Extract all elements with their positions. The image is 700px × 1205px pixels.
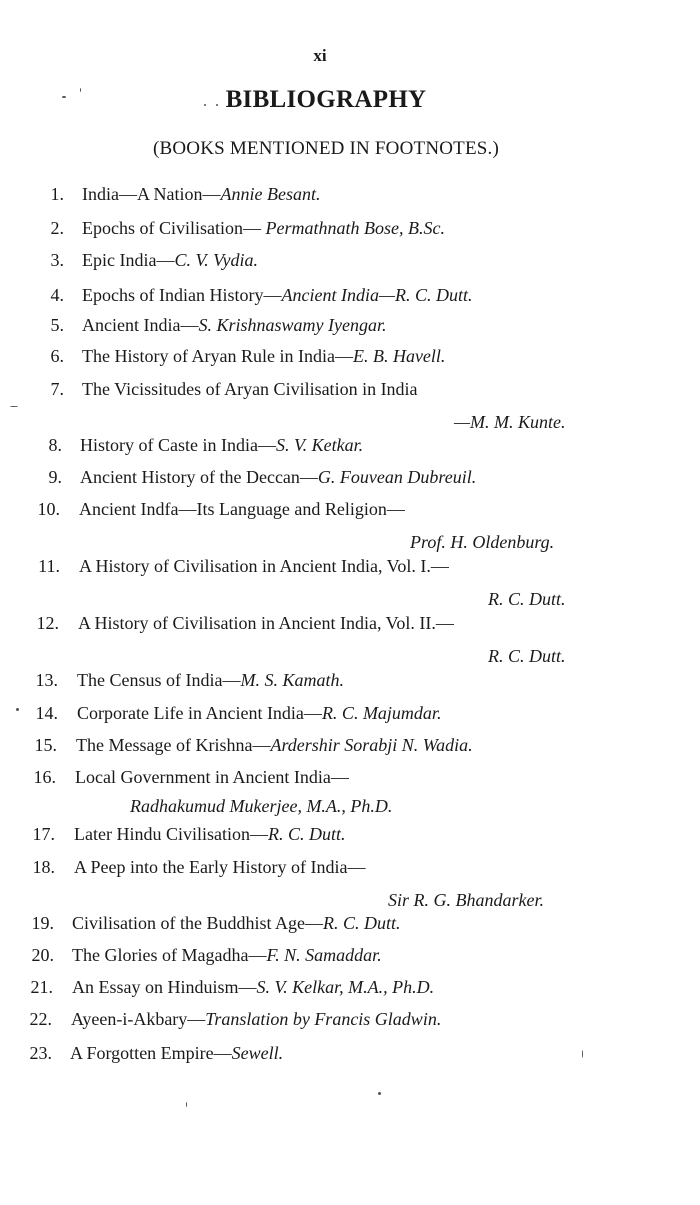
- entry-author: Ancient India—R. C. Dutt.: [281, 285, 473, 305]
- entry-number: 22.: [29, 1009, 52, 1029]
- entry-author: Permathnath Bose, B.Sc.: [265, 218, 445, 238]
- entry-title: Epic India—: [82, 250, 175, 270]
- entry-number: 9.: [48, 467, 62, 487]
- entry-number: 10.: [37, 499, 60, 519]
- entry-author: Annie Besant.: [220, 184, 321, 204]
- entry-number: 21.: [30, 977, 53, 997]
- entry-author: R. C. Dutt.: [488, 646, 566, 666]
- entry-author: S. V. Kelkar, M.A., Ph.D.: [256, 977, 435, 997]
- entry-number: 3.: [50, 250, 64, 270]
- entry-number: 5.: [50, 315, 64, 335]
- print-speck: [186, 1102, 187, 1107]
- entry-number: 1.: [50, 184, 64, 204]
- entry-number: 17.: [32, 824, 55, 844]
- entry-title: Ancient India—: [82, 315, 199, 335]
- entry-author: E. B. Havell.: [352, 346, 446, 366]
- page-number: xi: [313, 46, 327, 65]
- print-speck: [216, 104, 218, 106]
- entry-number: 2.: [50, 218, 64, 238]
- print-speck: [204, 104, 206, 106]
- entry-author: Translation by Francis Gladwin.: [205, 1009, 442, 1029]
- entry-title: Epochs of Indian History—: [82, 285, 282, 305]
- entry-number: 11.: [38, 556, 60, 576]
- entry-author: R. C. Majumdar.: [321, 703, 442, 723]
- entry-title: Ancient History of the Deccan—: [80, 467, 318, 487]
- entry-author: Radhakumud Mukerjee, M.A., Ph.D.: [130, 796, 393, 816]
- entry-author: R. C. Dutt.: [323, 913, 401, 933]
- entry-number: 4.: [50, 285, 64, 305]
- print-speck: [62, 96, 66, 98]
- entry-title: Civilisation of the Buddhist Age—: [72, 913, 323, 933]
- entry-title: History of Caste in India—: [80, 435, 276, 455]
- print-speck: [582, 1050, 583, 1058]
- page-subtitle: (BOOKS MENTIONED IN FOOTNOTES.): [152, 138, 500, 159]
- entry-title: Corporate Life in Ancient India—: [77, 703, 322, 723]
- entry-title: Local Government in Ancient India—: [75, 767, 349, 787]
- entry-title: Later Hindu Civilisation—: [74, 824, 268, 844]
- entry-author: R. C. Dutt.: [267, 824, 346, 844]
- print-speck: [16, 708, 19, 711]
- entry-title: The History of Aryan Rule in India—: [82, 346, 353, 366]
- entry-number: 12.: [36, 613, 59, 633]
- entry-number: 8.: [48, 435, 62, 455]
- entry-title: Ancient Indfa—Its Language and Religion—: [79, 499, 405, 519]
- entry-number: 16.: [33, 767, 56, 787]
- entry-author: S. Krishnaswamy Iyengar.: [198, 315, 387, 335]
- entry-author: —M. M. Kunte.: [454, 412, 566, 432]
- entry-author: Ardershir Sorabji N. Wadia.: [270, 735, 473, 755]
- page-title: BIBLIOGRAPHY: [225, 86, 427, 113]
- entry-number: 7.: [50, 379, 64, 399]
- entry-author: F. N. Samaddar.: [266, 945, 382, 965]
- entry-author: Sir R. G. Bhandarker.: [388, 890, 544, 910]
- print-speck: [10, 406, 18, 407]
- entry-number: 13.: [35, 670, 58, 690]
- entry-title: The Glories of Magadha—: [72, 945, 267, 965]
- entry-number: 6.: [50, 346, 64, 366]
- entry-author: R. C. Dutt.: [488, 589, 566, 609]
- entry-author: Sewell.: [231, 1043, 284, 1063]
- entry-title: A Peep into the Early History of India—: [74, 857, 366, 877]
- entry-title: The Message of Krishna—: [76, 735, 271, 755]
- entry-number: 15.: [34, 735, 57, 755]
- entry-title: The Vicissitudes of Aryan Civilisation in India: [82, 379, 418, 399]
- print-speck: [378, 1092, 381, 1095]
- entry-number: 19.: [31, 913, 54, 933]
- entry-title: An Essay on Hinduism—: [72, 977, 257, 997]
- entry-author: M. S. Kamath.: [240, 670, 344, 690]
- entry-number: 23.: [29, 1043, 52, 1063]
- entry-author: S. V. Ketkar.: [275, 435, 364, 455]
- entry-author: C. V. Vydia.: [174, 250, 258, 270]
- entry-title: A History of Civilisation in Ancient India, Vol. I.—: [79, 556, 449, 576]
- entry-number: 18.: [32, 857, 55, 877]
- entry-title: The Census of India—: [77, 670, 241, 690]
- entry-title: A Forgotten Empire—: [70, 1043, 232, 1063]
- entry-title: Epochs of Civilisation—: [82, 218, 266, 238]
- entry-number: 14.: [35, 703, 58, 723]
- entry-title: India—A Nation—: [82, 184, 221, 204]
- print-speck: [80, 88, 81, 92]
- entry-title: A History of Civilisation in Ancient India, Vol. II.—: [78, 613, 454, 633]
- entry-number: 20.: [31, 945, 54, 965]
- entry-author: Prof. H. Oldenburg.: [410, 532, 555, 552]
- entry-title: Ayeen-i-Akbary—: [71, 1009, 206, 1029]
- entry-author: G. Fouvean Dubreuil.: [317, 467, 477, 487]
